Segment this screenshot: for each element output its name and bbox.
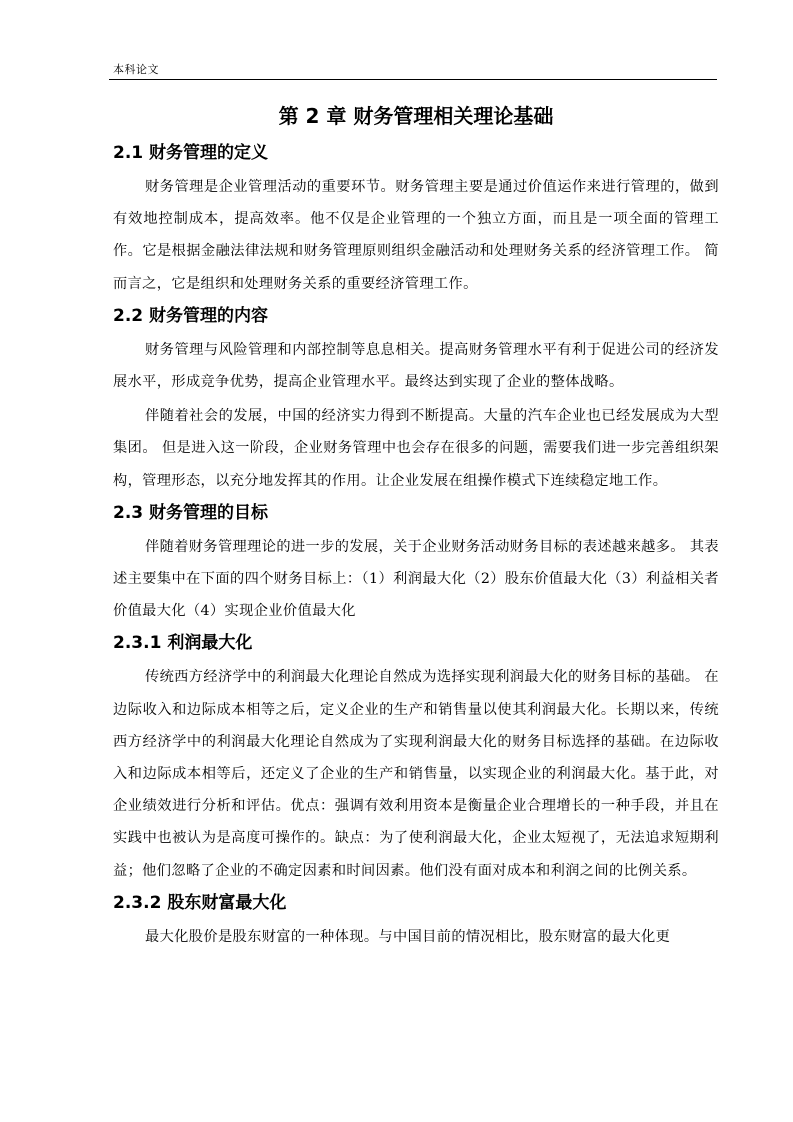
section-heading-2-3-2: 2.3.2 股东财富最大化 xyxy=(113,892,287,913)
header-divider xyxy=(109,79,717,80)
page-body xyxy=(113,100,719,957)
paragraph: 最大化股价是股东财富的一种体现。与中国目前的情况相比，股东财富的最大化更 xyxy=(145,928,671,945)
paragraph: 伴随着社会的发展，中国的经济实力得到不断提高。大量的汽车企业也已经发展成为大型集团。 但是进入这一阶段，企业财务管理中也会存在很多的问题，需要我们进一步完善组织架构，管理形态，以充分地发挥其的作用。让企业发展在组操作模式下连续稳定地工作。 xyxy=(113,408,719,489)
paragraph: 财务管理与风险管理和内部控制等息息相关。提高财务管理水平有利于促进公司的经济发展水平，形成竞争优势，提高企业管理水平。最终达到实现了企业的整体战略。 xyxy=(113,341,719,391)
section-heading-2-3: 2.3 财务管理的目标 xyxy=(113,502,269,523)
paragraph: 财务管理是企业管理活动的重要环节。财务管理主要是通过价值运作来进行管理的，做到有效地控制成本，提高效率。他不仅是企业管理的一个独立方面，而且是一项全面的管理工作。它是根据金融法律法规和财务管理原则组织金融活动和处理财务关系的经济管理工作。 简而言之，它是组织和处理财务关系的重要经济管理工作。 xyxy=(113,179,719,292)
paragraph: 伴随着财务管理理论的进一步的发展，关于企业财务活动财务目标的表述越来越多。 其表述主要集中在下面的四个财务目标上：（1）利润最大化（2）股东价值最大化（3）利益相关者价值最大化（4）实现企业价值最大化 xyxy=(113,538,719,620)
section-heading-2-3-1: 2.3.1 利润最大化 xyxy=(113,633,253,654)
section-heading-2-2: 2.2 财务管理的内容 xyxy=(113,305,269,326)
section-heading-2-1: 2.1 财务管理的定义 xyxy=(113,143,269,163)
paragraph: 传统西方经济学中的利润最大化理论自然成为选择实现利润最大化的财务目标的基础。 在边际收入和边际成本相等之后，定义企业的生产和销售量以使其利润最大化。长期以来，传统西方经济学中的利润最大化理论自然成为了实现利润最大化的财务目标选择的基础。在边际收入和边际成本相等后，还定义了企业的生产和销售量，以实现企业的利润最大化。基于此，对企业绩效进行分析和评估。优点：强调有效利用资本是衡量企业合理增长的一种手段，并且在实践中也被认为是高度可操作的。缺点：为了使利润最大化，企业太短视了，无法追求短期利益；他们忽略了企业的不确定因素和时间因素。他们没有面对成本和利润之间的比例关系。 xyxy=(113,669,719,879)
page-header-label: 本科论文 xyxy=(113,63,159,76)
chapter-title: 第 2 章 财务管理相关理论基础 xyxy=(278,104,554,128)
